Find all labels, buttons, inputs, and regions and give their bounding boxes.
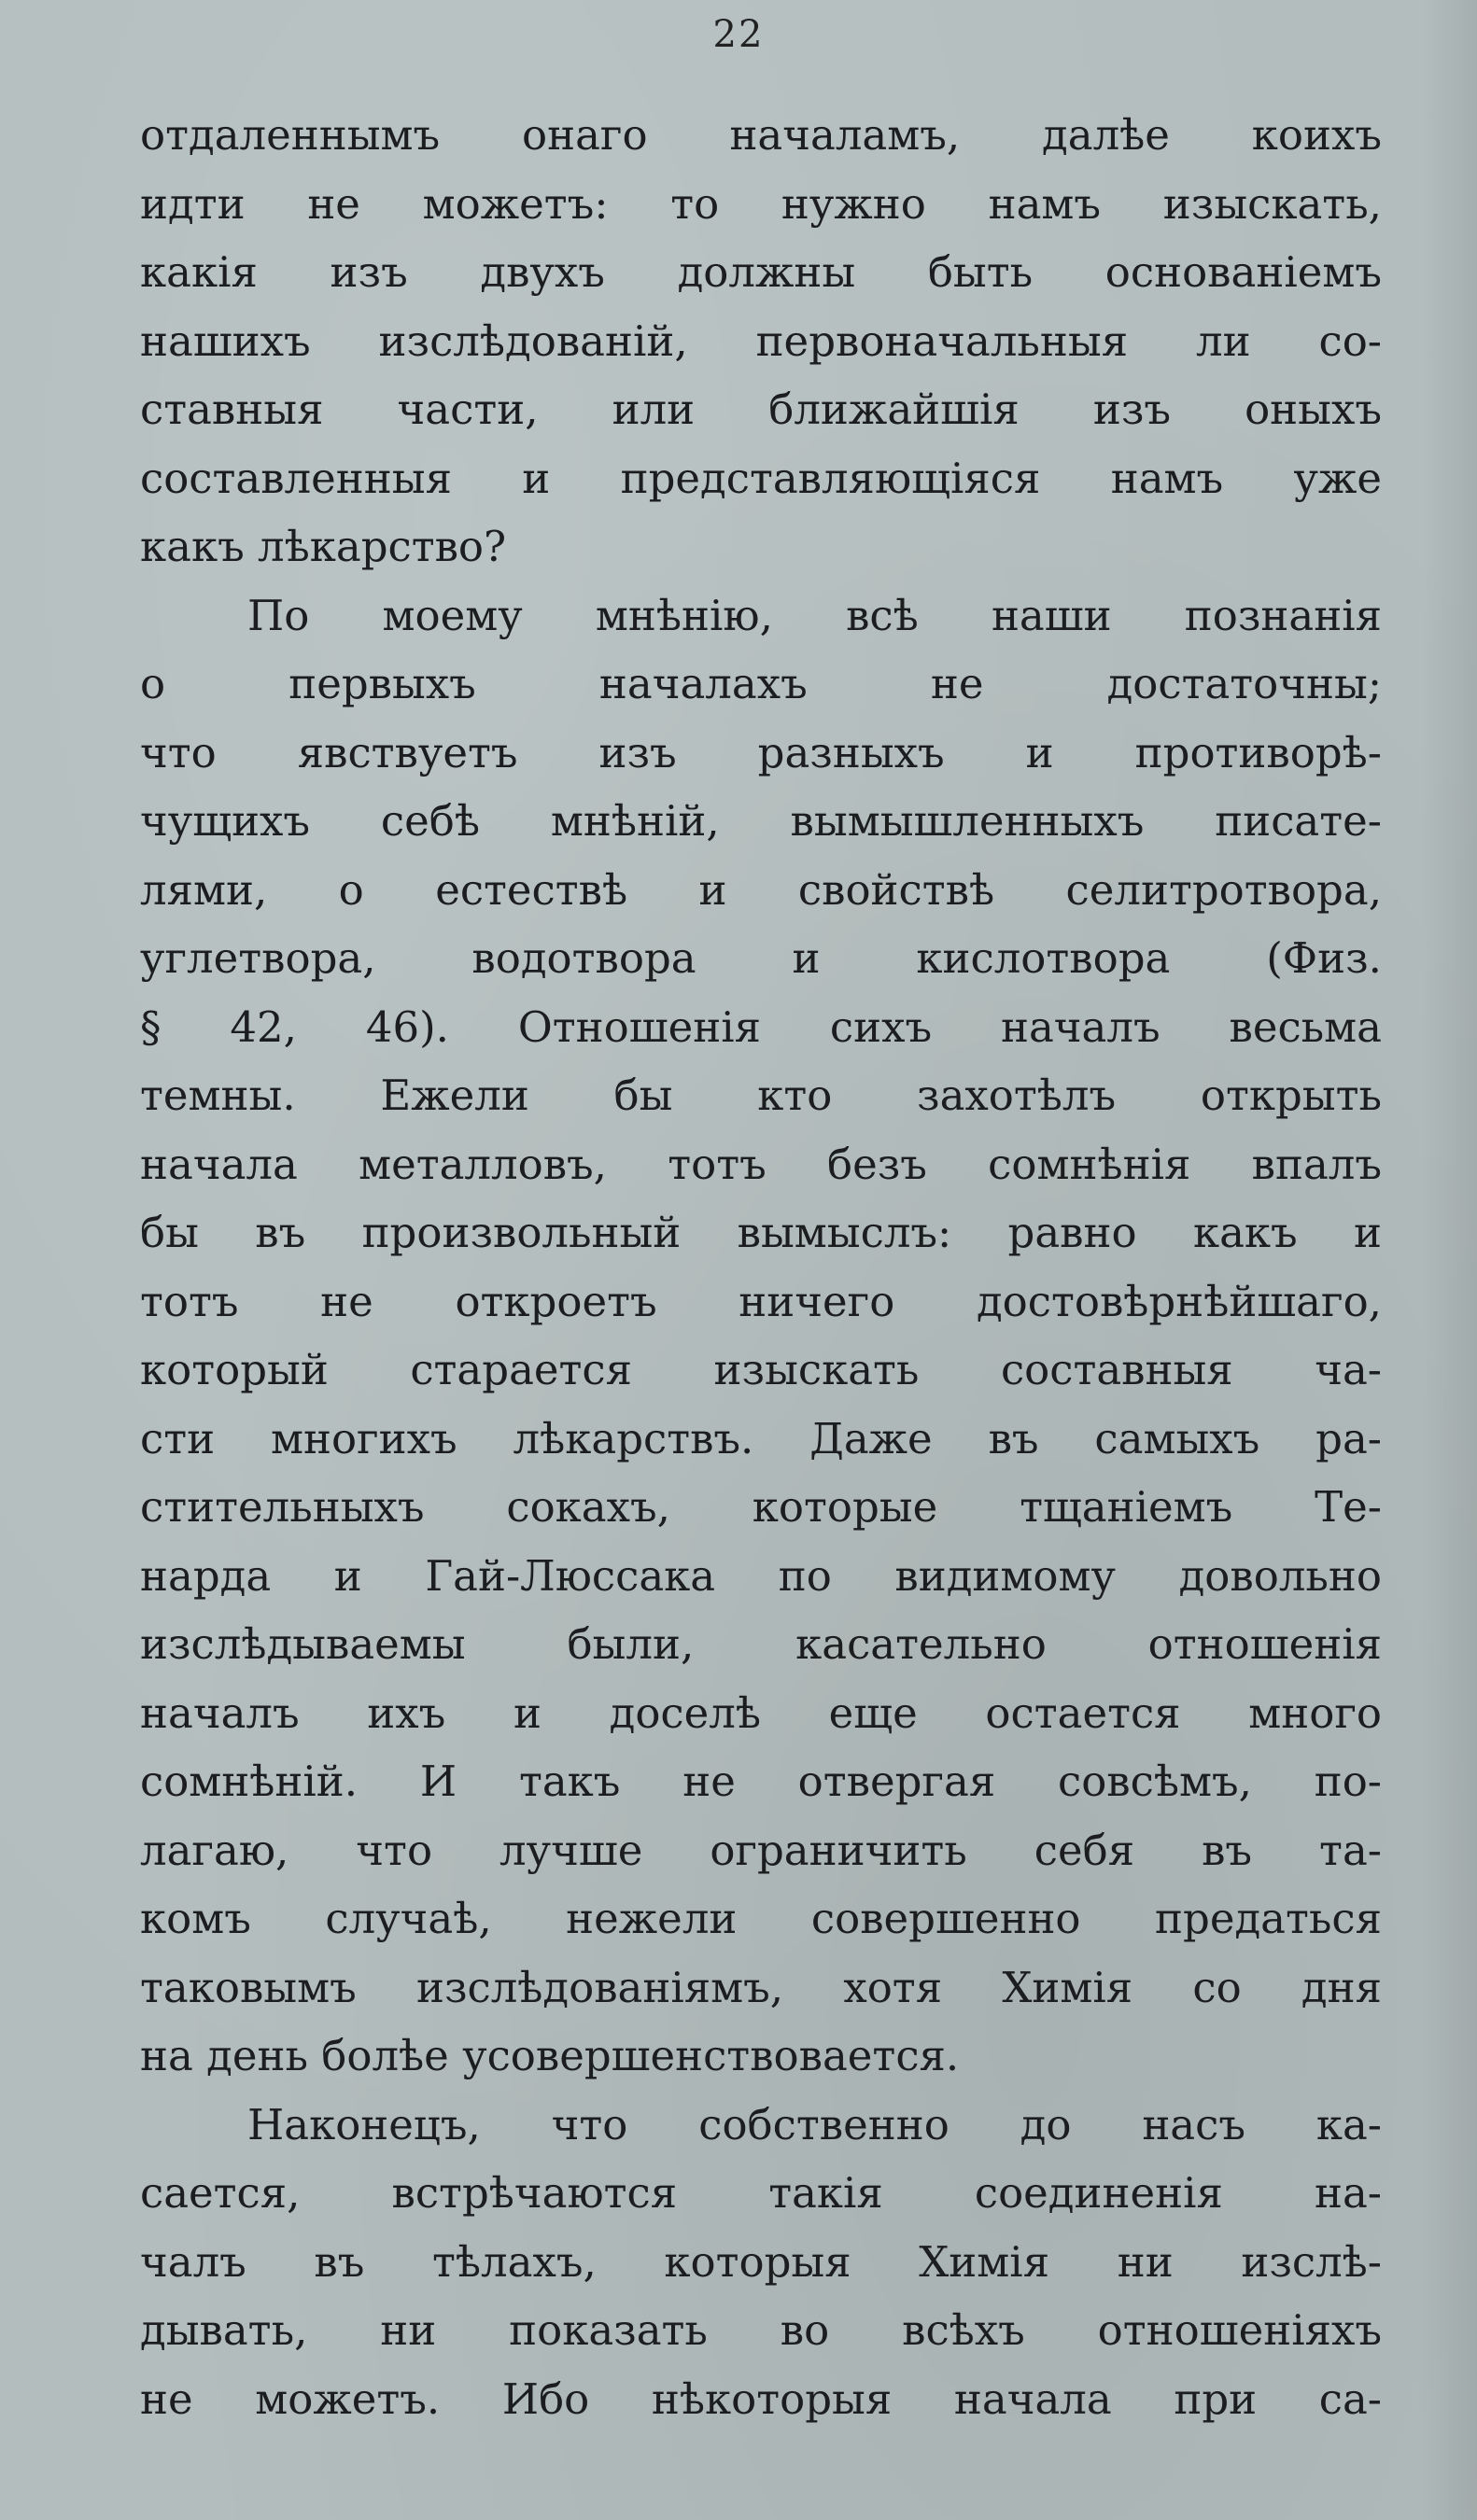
text-line: лями, о естествѣ и свойствѣ селитротвора,: [140, 864, 1382, 915]
text-line: который старается изыскать составныя ча-: [140, 1345, 1382, 1394]
text-line: § 42, 46). Отношенія сихъ началъ весьма: [140, 1001, 1382, 1052]
text-line: что явствуетъ изъ разныхъ и противорѣ-: [140, 727, 1382, 777]
paragraph-start-line: По моему мнѣнію, всѣ наши познанія: [247, 590, 1382, 640]
text-line: отдаленнымъ онаго началамъ, далѣе коихъ: [140, 110, 1382, 160]
text-line: не можетъ. Ибо нѣкоторыя начала при са-: [140, 2373, 1382, 2424]
text-line: чущихъ себѣ мнѣній, вымышленныхъ писате-: [140, 796, 1382, 846]
page-edge-shadow: [1421, 0, 1477, 2520]
text-line: комъ случаѣ, нежели совершенно предаться: [140, 1894, 1382, 1943]
text-line: дывать, ни показать во всѣхъ отношеніяхъ: [140, 2305, 1382, 2355]
paragraph-start-line: Наконецъ, что собственно до насъ ка-: [247, 2099, 1382, 2149]
text-line: какія изъ двухъ должны быть основаніемъ: [140, 247, 1382, 297]
text-line: стительныхъ сокахъ, которые тщаніемъ Те-: [140, 1482, 1382, 1532]
text-line: тотъ не откроетъ ничего достовѣрнѣйшаго,: [140, 1276, 1382, 1326]
text-line: таковымъ изслѣдованіямъ, хотя Химія со дня: [140, 1962, 1382, 2012]
text-line: какъ лѣкарство?: [140, 522, 507, 571]
text-line: составленныя и представляющіяся намъ уже: [140, 453, 1382, 503]
text-line: чалъ въ тѣлахъ, которыя Химія ни изслѣ-: [140, 2236, 1382, 2287]
text-line: о первыхъ началахъ не достаточны;: [140, 659, 1382, 708]
text-line: бы въ произвольный вымыслъ: равно какъ и: [140, 1208, 1382, 1257]
text-line: темны. Ежели бы кто захотѣлъ открыть: [140, 1071, 1382, 1120]
text-line: сается, встрѣчаются такія соединенія на-: [140, 2168, 1382, 2218]
text-line: ставныя части, или ближайшія изъ оныхъ: [140, 385, 1382, 434]
text-line: лагаю, что лучше ограничить себя въ та-: [140, 1825, 1382, 1875]
page-number: 22: [712, 13, 765, 56]
text-line: на день болѣе усовершенствоваетcя.: [140, 2031, 960, 2080]
text-line: нарда и Гай-Люссака по видимому довольно: [140, 1550, 1382, 1601]
body-text: [140, 101, 1382, 2433]
text-line: нашихъ изслѣдованій, первоначальныя ли со-: [140, 315, 1382, 366]
text-line: изслѣдываемы были, касательно отношенія: [140, 1619, 1382, 1669]
text-line: идти не можетъ: то нужно намъ изыскать,: [140, 178, 1382, 229]
text-line: сти многихъ лѣкарствъ. Даже въ самыхъ ра-: [140, 1413, 1382, 1463]
text-line: началъ ихъ и доселѣ еще остается много: [140, 1687, 1382, 1738]
text-line: углетвора, водотвора и кислотвора (Физ.: [140, 933, 1382, 983]
text-line: сомнѣній. И такъ не отвергая совсѣмъ, по-: [140, 1757, 1382, 1806]
text-line: начала металловъ, тотъ безъ сомнѣнія впалъ: [140, 1139, 1382, 1189]
